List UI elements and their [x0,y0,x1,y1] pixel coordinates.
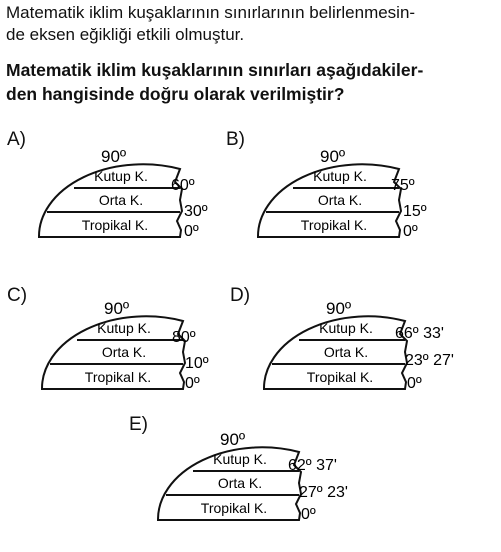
option-d-letter[interactable]: D) [230,285,251,306]
top-label: 90º [326,299,352,318]
option-d-diagram[interactable] [262,290,482,410]
temperate-zone-label: Orta K. [98,192,144,208]
polar-limit-label: 62º 37' [288,457,337,474]
temperate-zone-label: Orta K. [101,344,147,360]
tropical-zone-label: Tropikal K. [84,369,152,385]
tropic-limit-label: 27º 23' [299,484,348,501]
polar-zone-label: Kutup K. [94,168,148,184]
option-c-letter[interactable]: C) [7,285,28,306]
equator-label: 0º [403,223,418,240]
polar-limit-label: 60º [171,177,195,194]
tropic-limit-label: 15º [403,203,427,220]
intro-text: Matematik iklim kuşaklarının sınırlarının belirlenmesin- de eksen eğikliği etkili olmuştur. [6,3,416,44]
tropic-limit-label: 10º [185,355,209,372]
polar-limit-label: 80º [172,329,196,346]
tropical-zone-label: Tropikal K. [300,217,368,233]
top-label: 90º [320,147,346,166]
option-b-diagram[interactable] [256,138,476,258]
polar-zone-label: Kutup K. [319,320,373,336]
equator-label: 0º [301,506,316,523]
option-a-diagram[interactable] [37,138,257,258]
tropical-zone-label: Tropikal K. [306,369,374,385]
polar-zone-label: Kutup K. [213,451,267,467]
equator-label: 0º [407,375,422,392]
temperate-zone-label: Orta K. [317,192,363,208]
option-b-letter[interactable]: B) [226,129,245,150]
polar-limit-label: 75º [391,177,415,194]
top-label: 90º [104,299,130,318]
polar-zone-label: Kutup K. [313,168,367,184]
question-text: Matematik iklim kuşaklarının sınırları aşağıdakiler- den hangisinde doğru olarak verilmiştir? [6,60,424,104]
tropic-limit-label: 30º [184,203,208,220]
temperate-zone-label: Orta K. [323,344,369,360]
top-label: 90º [220,430,246,449]
equator-label: 0º [185,375,200,392]
option-e-diagram[interactable] [156,421,376,541]
temperate-zone-label: Orta K. [217,475,263,491]
equator-label: 0º [184,223,199,240]
polar-limit-label: 66º 33' [395,325,444,342]
tropic-limit-label: 23º 27' [405,352,454,369]
option-e-letter[interactable]: E) [129,414,148,435]
tropical-zone-label: Tropikal K. [81,217,149,233]
polar-zone-label: Kutup K. [97,320,151,336]
top-label: 90º [101,147,127,166]
tropical-zone-label: Tropikal K. [200,500,268,516]
option-c-diagram[interactable] [40,290,260,410]
option-a-letter[interactable]: A) [7,129,26,150]
